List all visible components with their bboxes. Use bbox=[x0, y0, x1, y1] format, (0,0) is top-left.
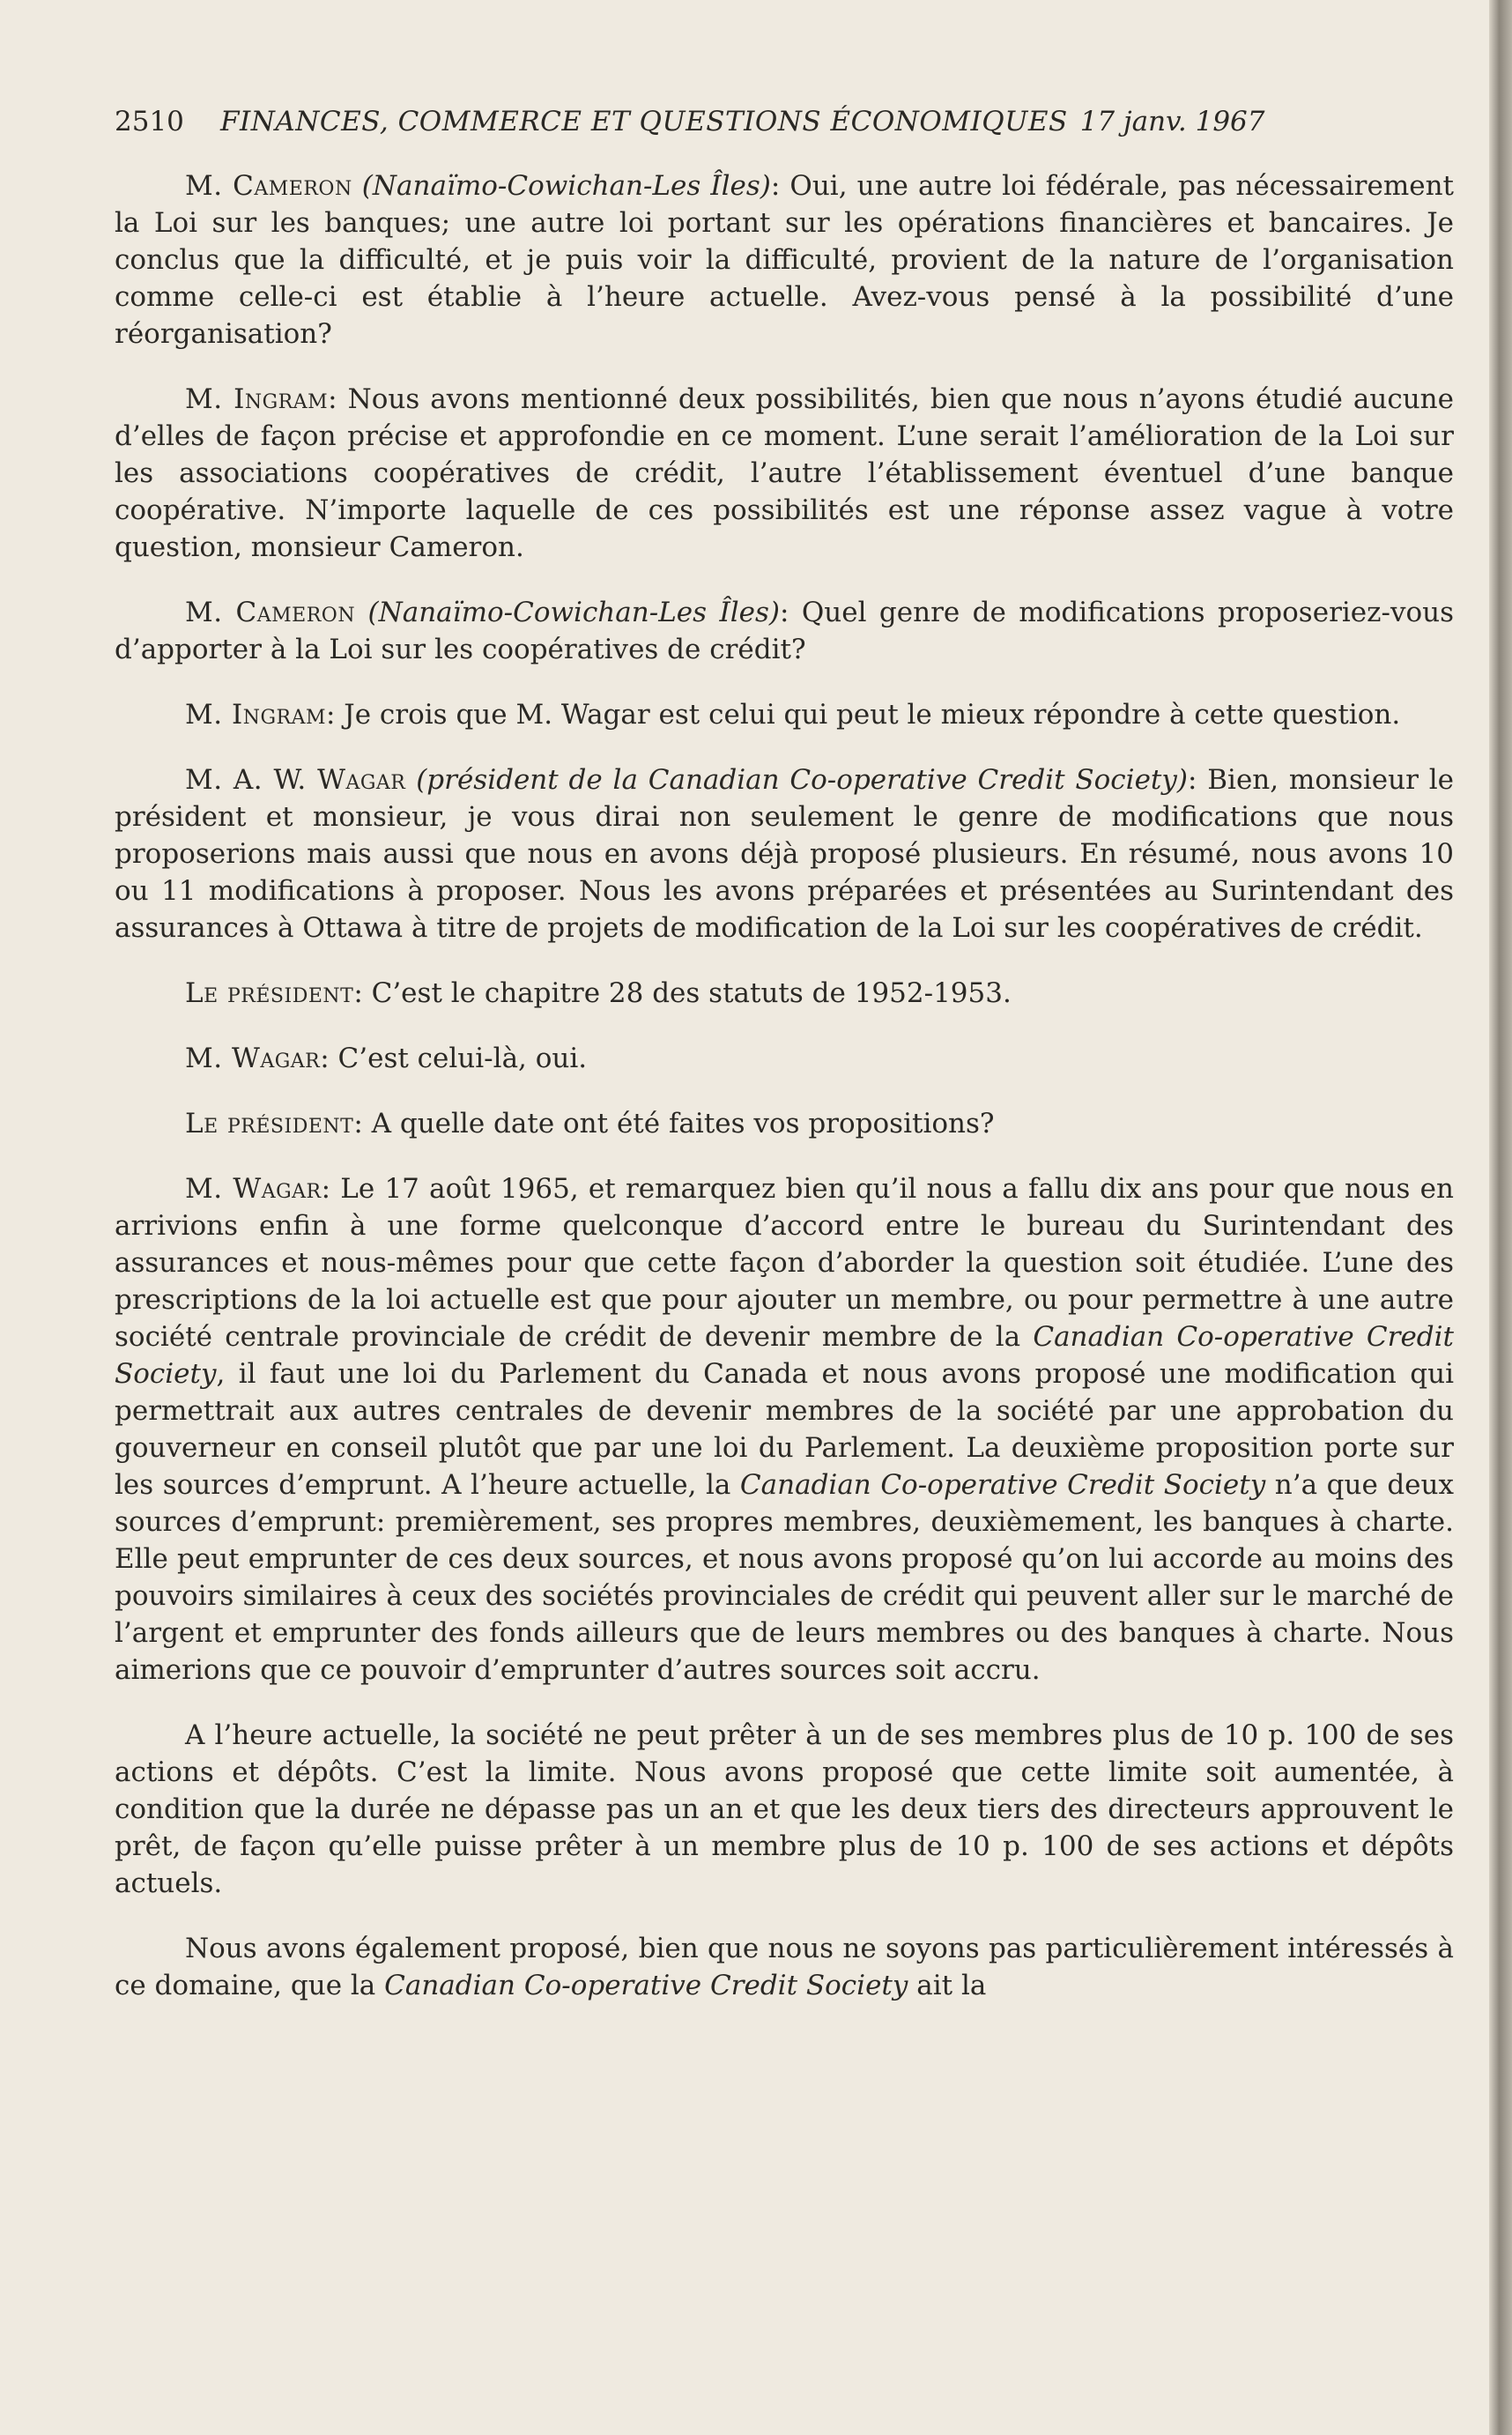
speaker-qualifier: (Nanaïmo-Cowichan-Les Îles) bbox=[361, 170, 771, 202]
paragraph-text: ait la bbox=[908, 1970, 987, 2001]
speaker-name: Le président bbox=[185, 1108, 354, 1140]
paragraph-text: Nous avons également proposé, bien que nous ne soyons pas particulièrement intéressés à ce domaine, que la bbox=[115, 1933, 1454, 2001]
paragraph bbox=[115, 167, 1454, 353]
paragraph-text: : Bien, monsieur le président et monsieur, je vous dirai non seulement le genre de modifications que nous proposerions mais aussi que nous en avons déjà proposé plusieurs. En résumé, nous avons 10 ou 11 modifications à proposer. Nous les avons préparées et présentées au Surintendant des assurances à Ottawa à titre de projets de modification de la Loi sur les coopératives de crédit. bbox=[115, 764, 1454, 944]
paragraph-text: , il faut une loi du Parlement du Canada et nous avons proposé une modification qui permettrait aux autres centrales de devenir membres de la société par une approbation du gouverneur en conseil plutôt que par une loi du Parlement. La deuxième proposition porte sur les sources d’emprunt. A l’heure actuelle, la bbox=[115, 1358, 1454, 1501]
speaker-qualifier: (Nanaïmo-Cowichan-Les Îles) bbox=[367, 597, 780, 628]
paragraph bbox=[115, 1930, 1454, 2004]
paragraph-text: : C’est le chapitre 28 des statuts de 1952-1953. bbox=[353, 977, 1012, 1009]
speaker-name: Le président bbox=[185, 977, 354, 1009]
paragraph-text: : Je crois que M. Wagar est celui qui peut le mieux répondre à cette question. bbox=[326, 699, 1401, 731]
speaker-name: M. Cameron bbox=[185, 597, 356, 628]
paragraph bbox=[115, 1105, 1454, 1142]
page-content bbox=[115, 106, 1454, 2032]
paragraph bbox=[115, 1717, 1454, 1902]
paragraph bbox=[115, 594, 1454, 668]
page-edge bbox=[1489, 0, 1512, 2435]
running-date: 17 janv. 1967 bbox=[1079, 106, 1265, 137]
paragraph bbox=[115, 381, 1454, 566]
society-name: Canadian Co-operative Credit Society bbox=[739, 1469, 1266, 1501]
running-title: FINANCES, COMMERCE ET QUESTIONS ÉCONOMIQUES bbox=[220, 106, 1068, 137]
paragraph bbox=[115, 1040, 1454, 1077]
paragraph bbox=[115, 1170, 1454, 1689]
paragraph-text: : Le 17 août 1965, et remarquez bien qu’il nous a fallu dix ans pour que nous en arrivions enfin à une forme quelconque d’accord entre le bureau du Surintendant des assurances et nous-mêmes pour que cette façon d’aborder la question soit étudiée. L’une des prescriptions de la loi actuelle est que pour ajouter un membre, ou pour permettre à une autre société centrale provinciale de crédit de devenir membre de la bbox=[115, 1173, 1454, 1353]
paragraph-text: : Oui, une autre loi fédérale, pas nécessairement la Loi sur les banques; une autre loi portant sur les opérations financières et bancaires. Je conclus que la difficulté, et je puis voir la difficulté, provient de la nature de l’organisation comme celle-ci est établie à l’heure actuelle. Avez-vous pensé à la possibilité d’une réorganisation? bbox=[115, 170, 1454, 350]
paragraph-text: : Quel genre de modifications proposeriez-vous d’apporter à la Loi sur les coopératives de crédit? bbox=[115, 597, 1455, 665]
paragraph-text: : A quelle date ont été faites vos propositions? bbox=[353, 1108, 995, 1140]
paragraph bbox=[115, 975, 1454, 1012]
speaker-name: M. A. W. Wagar bbox=[185, 764, 406, 796]
society-name: Canadian Co-operative Credit Society bbox=[384, 1970, 908, 2001]
paragraph bbox=[115, 761, 1454, 947]
paragraph-text: A l’heure actuelle, la société ne peut prêter à un de ses membres plus de 10 p. 100 de ses actions et dépôts. C’est la limite. Nous avons proposé que cette limite soit aumentée, à condition que la durée ne dépasse pas un an et que les deux tiers des directeurs approuvent le prêt, de façon qu’elle puisse prêter à un membre plus de 10 p. 100 de ses actions et dépôts actuels. bbox=[115, 1719, 1454, 1899]
paragraph-text: : Nous avons mentionné deux possibilités, bien que nous n’ayons étudié aucune d’elles de façon précise et approfondie en ce moment. L’une serait l’amélioration de la Loi sur les associations coopératives de crédit, l’autre l’établissement éventuel d’une banque coopérative. N’importe laquelle de ces possibilités est une réponse assez vague à votre question, monsieur Cameron. bbox=[115, 383, 1454, 563]
paragraph-text: n’a que deux sources d’emprunt: premièrement, ses propres membres, deuxièmement, les banques à charte. Elle peut emprunter de ces deux sources, et nous avons proposé qu’on lui accorde au moins des pouvoirs similaires à ceux des sociétés provinciales de crédit qui peuvent aller sur le marché de l’argent et emprunter des fonds ailleurs que de leurs membres ou des banques à charte. Nous aimerions que ce pouvoir d’emprunter d’autres sources soit accru. bbox=[115, 1469, 1454, 1686]
speaker-name: M. Wagar bbox=[185, 1173, 322, 1205]
speaker-name: M. Ingram bbox=[185, 383, 329, 415]
paragraph-text: : C’est celui-là, oui. bbox=[320, 1043, 588, 1074]
society-name: Canadian Co-operative Credit Society bbox=[115, 1321, 1455, 1390]
speaker-qualifier: (président de la Canadian Co-operative Credit Society) bbox=[416, 764, 1188, 796]
page-number: 2510 bbox=[115, 106, 184, 137]
speaker-name: M. Cameron bbox=[185, 170, 352, 202]
running-header bbox=[115, 106, 1454, 137]
speaker-name: M. Ingram bbox=[185, 699, 326, 731]
paragraph bbox=[115, 696, 1454, 733]
speaker-name: M. Wagar bbox=[185, 1043, 321, 1074]
